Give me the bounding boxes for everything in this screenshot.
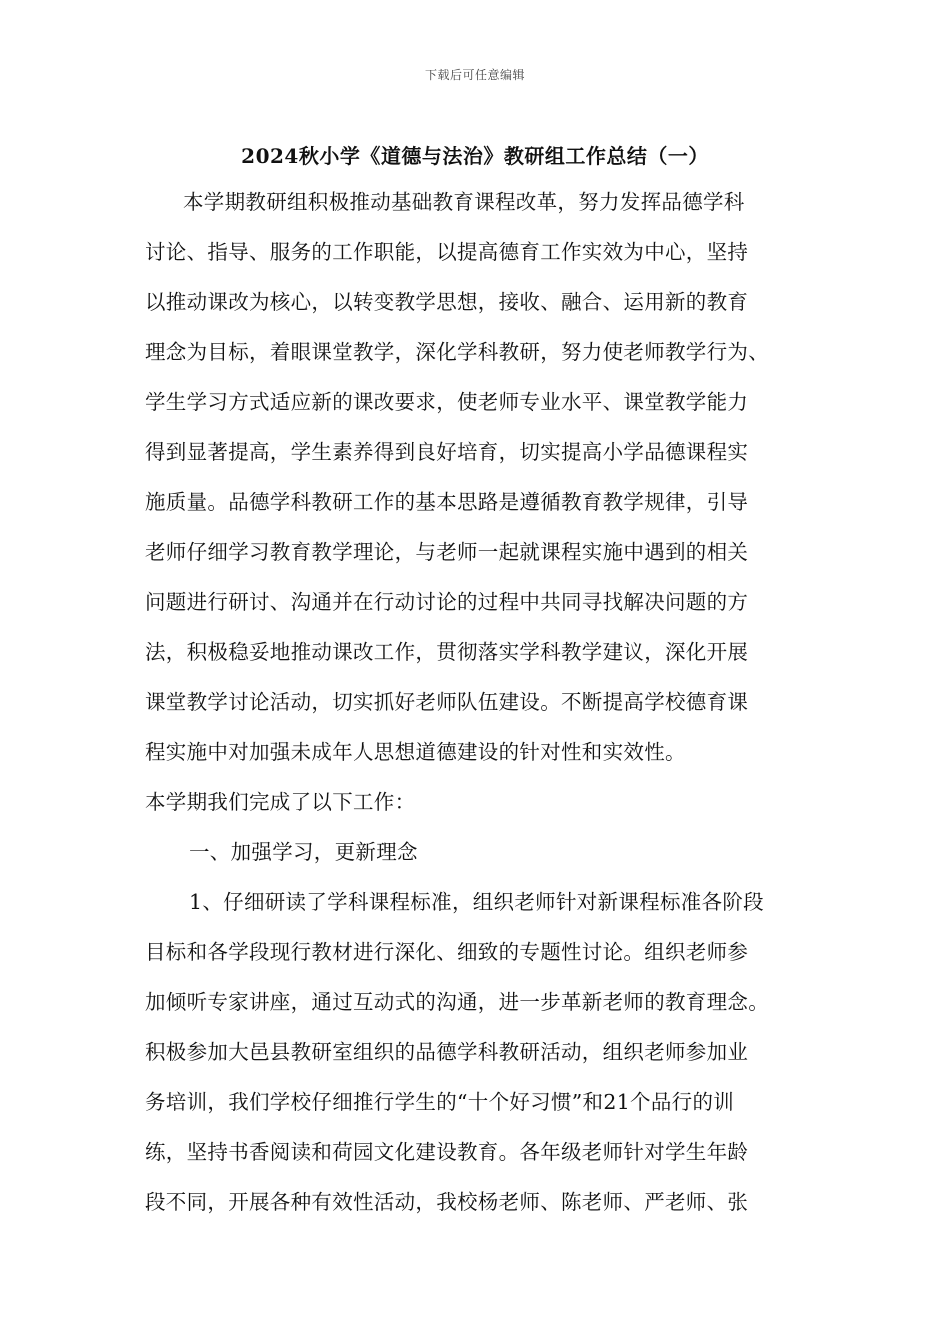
paragraph-line: 程实施中对加强未成年人思想道德建设的针对性和实效性。 bbox=[145, 740, 686, 764]
paragraph-line: 练，坚持书香阅读和荷园文化建设教育。各年级老师针对学生年龄 bbox=[145, 1140, 749, 1164]
paragraph-line: 老师仔细学习教育教学理论，与老师一起就课程实施中遇到的相关 bbox=[145, 540, 749, 564]
paragraph-line: 课堂教学讨论活动，切实抓好老师队伍建设。不断提高学校德育课 bbox=[145, 690, 749, 714]
paragraph-line: 理念为目标，着眼课堂教学，深化学科教研，努力使老师教学行为、 bbox=[145, 340, 769, 364]
paragraph-line: 1、仔细研读了学科课程标准，组织老师针对新课程标准各阶段 bbox=[189, 890, 764, 914]
paragraph-line: 段不同，开展各种有效性活动，我校杨老师、陈老师、严老师、张 bbox=[145, 1190, 749, 1214]
section-heading: 一、加强学习，更新理念 bbox=[189, 840, 418, 864]
header-note: 下载后可任意编辑 bbox=[424, 68, 525, 82]
paragraph-line: 加倾听专家讲座，通过互动式的沟通，进一步革新老师的教育理念。 bbox=[145, 990, 769, 1014]
paragraph-line: 得到显著提高，学生素养得到良好培育，切实提高小学品德课程实 bbox=[145, 440, 749, 464]
paragraph-line: 问题进行研讨、沟通并在行动讨论的过程中共同寻找解决问题的方 bbox=[145, 590, 749, 614]
document-title: 2024秋小学《道德与法治》教研组工作总结（一） bbox=[241, 144, 709, 168]
paragraph-line: 积极参加大邑县教研室组织的品德学科教研活动，组织老师参加业 bbox=[145, 1040, 749, 1064]
paragraph-line: 务培训，我们学校仔细推行学生的“十个好习惯”和21个品行的训 bbox=[145, 1090, 735, 1114]
paragraph-line: 本学期教研组积极推动基础教育课程改革，努力发挥品德学科 bbox=[183, 190, 745, 214]
paragraph-line: 本学期我们完成了以下工作： bbox=[145, 790, 416, 814]
document-body bbox=[145, 177, 805, 1227]
paragraph-line: 以推动课改为核心，以转变教学思想，接收、融合、运用新的教育 bbox=[145, 290, 749, 314]
paragraph-line: 讨论、指导、服务的工作职能，以提高德育工作实效为中心，坚持 bbox=[145, 240, 749, 264]
paragraph-line: 法，积极稳妥地推动课改工作，贯彻落实学科教学建议，深化开展 bbox=[145, 640, 749, 664]
paragraph-line: 施质量。品德学科教研工作的基本思路是遵循教育教学规律，引导 bbox=[145, 490, 749, 514]
paragraph-line: 目标和各学段现行教材进行深化、细致的专题性讨论。组织老师参 bbox=[145, 940, 749, 964]
paragraph-line: 学生学习方式适应新的课改要求，使老师专业水平、课堂教学能力 bbox=[145, 390, 749, 414]
